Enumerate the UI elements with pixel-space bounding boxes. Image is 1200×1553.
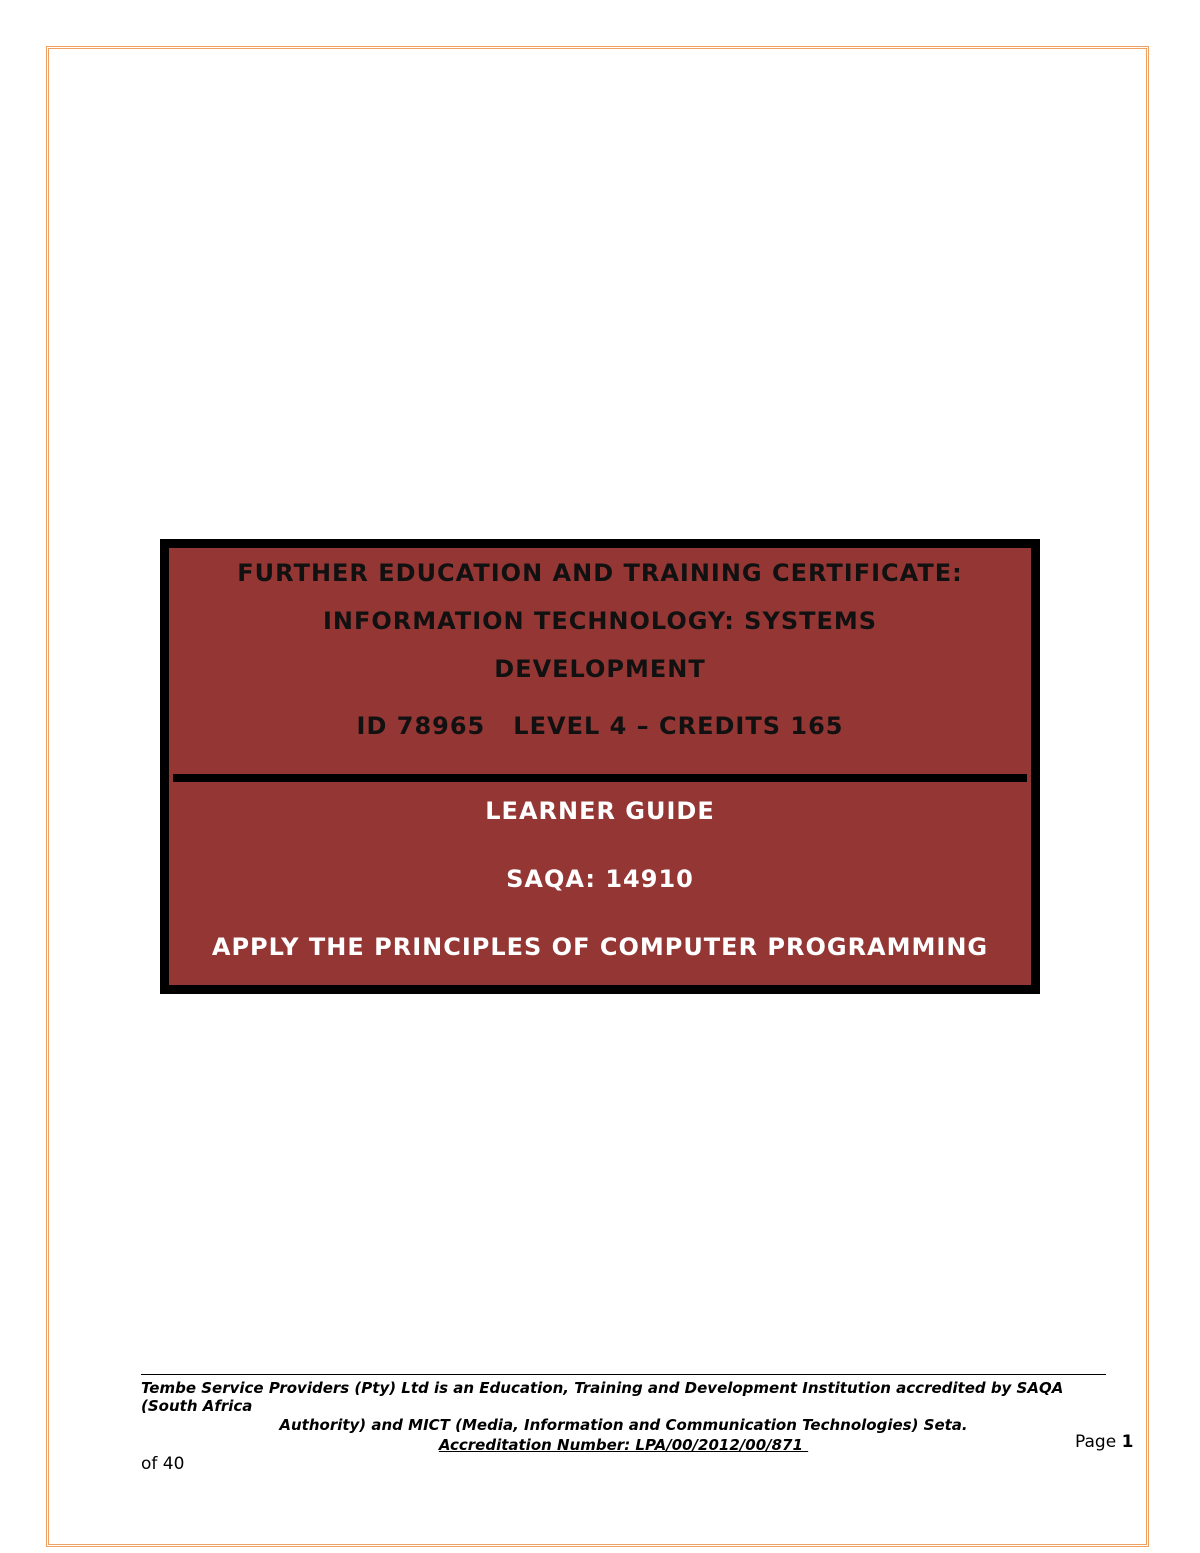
accreditation-number: Accreditation Number: LPA/00/2012/00/871 [438, 1436, 809, 1454]
page-prefix: Page [1075, 1432, 1122, 1452]
page-number: 1 [1121, 1432, 1134, 1452]
total-pages-label [141, 1454, 184, 1474]
of-prefix: of [141, 1454, 163, 1474]
title-box [160, 539, 1040, 994]
certificate-section [169, 548, 1031, 776]
certificate-title-line-1: FURTHER EDUCATION AND TRAINING CERTIFICATE: [237, 559, 963, 587]
certificate-title-line-3: DEVELOPMENT [494, 655, 706, 683]
box-divider [173, 774, 1027, 782]
page-number-label [1075, 1432, 1133, 1452]
learner-guide-label: LEARNER GUIDE [485, 797, 715, 825]
qualification-id-line: ID 78965 LEVEL 4 – CREDITS 165 [356, 712, 844, 740]
guide-section [169, 782, 1031, 962]
certificate-title-line-2: INFORMATION TECHNOLOGY: SYSTEMS [322, 607, 878, 635]
page-footer [141, 1374, 1106, 1455]
footer-seta-text: Authority) and MICT (Media, Information and Communication Technologies) Seta. [279, 1416, 968, 1434]
footer-institution-text: Tembe Service Providers (Pty) Ltd is an Education, Training and Development Institution accredited by SAQA (South Africa [141, 1379, 1064, 1415]
saqa-id: SAQA: 14910 [506, 865, 694, 893]
total-pages: 40 [162, 1454, 185, 1474]
unit-standard-title: APPLY THE PRINCIPLES OF COMPUTER PROGRAMMING [211, 933, 989, 961]
footer-rule [141, 1374, 1106, 1375]
